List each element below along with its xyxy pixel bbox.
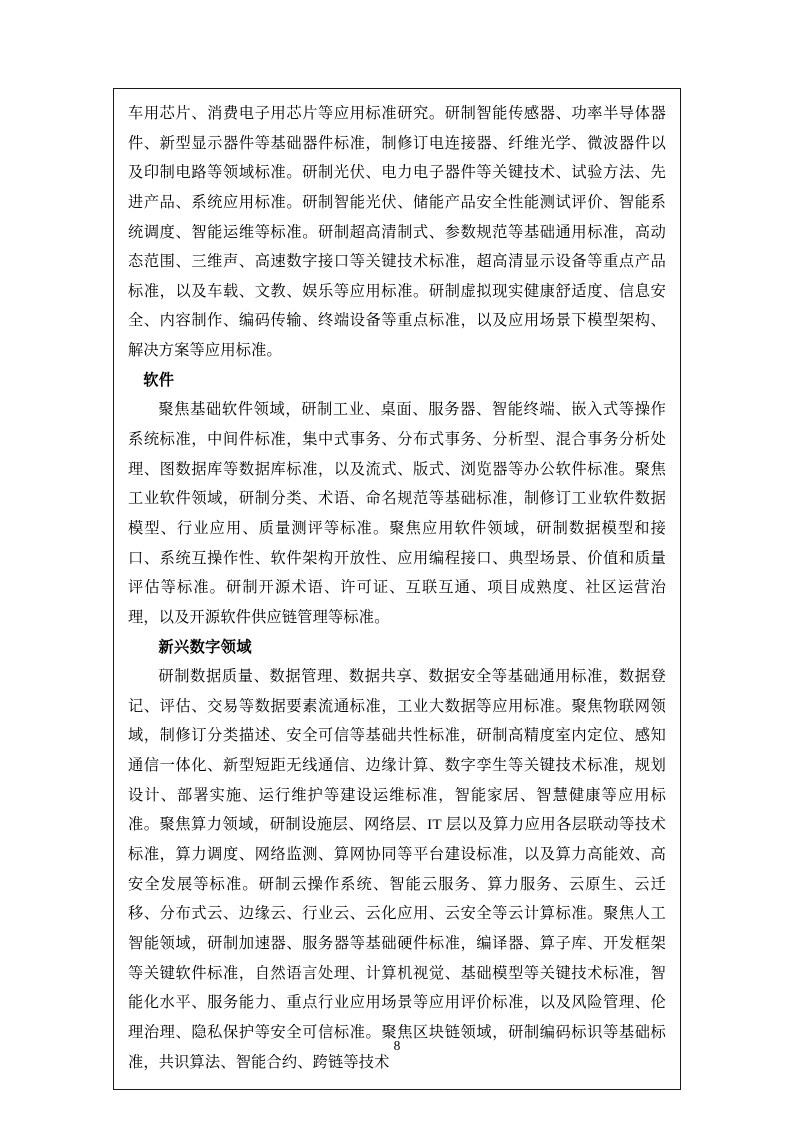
paragraph-software-standards: 聚焦基础软件领域，研制工业、桌面、服务器、智能终端、嵌入式等操作系统标准，中间件标准，集中式事务、分布式事务、分析型、混合事务分析处理、图数据库等数据库标准，以及流式、版式、浏览器等办公软件标准。聚焦工业软件领域，研制分类、术语、命名规范等基础标准，制修订工业软件数据模型、行业应用、质量测评等标准。聚焦应用软件领域，研制数据模型和接口、系统互操作性、软件架构开放性、应用编程接口、典型场景、价值和质量评估等标准。研制开源术语、许可证、互联互通、项目成熟度、社区运营治理，以及开源软件供应链管理等标准。 — [128, 401, 666, 626]
section-heading-emerging-digital: 新兴数字领域 — [158, 638, 252, 656]
paragraph-emerging-digital-standards: 研制数据质量、数据管理、数据共享、数据安全等基础通用标准，数据登记、评估、交易等数据要素流通标准，工业大数据等应用标准。聚焦物联网领域，制修订分类描述、安全可信等基础共性标准，研制高精度室内定位、感知通信一体化、新型短距无线通信、边缘计算、数字孪生等关键技术标准，规划设计、部署实施、运行维护等建设运维标准，智能家居、智慧健康等应用标准。聚焦算力领域，研制设施层、网络层、IT 层以及算力应用各层联动等技术标准，算力调度、网络监测、算网协同等平台建设标准，以及算力高能效、高安全发展等标准。研制云操作系统、智能云服务、算力服务、云原生、云迁移、分布式云、边缘云、行业云、云化应用、云安全等云计算标准。聚焦人工智能领域，研制加速器、服务器等基础硬件标准，编译器、算子库、开发框架等关键软件标准，自然语言处理、计算机视觉、基础模型等关键技术标准，智能化水平、服务能力、重点行业应用场景等应用评价标准，以及风险管理、伦理治理、隐私保护等安全可信标准。聚焦区块链领域，研制编码标识等基础标准，共识算法、智能合约、跨链等技术 — [128, 668, 666, 1071]
page-number: 8 — [393, 1038, 401, 1053]
paragraph-chip-standards: 车用芯片、消费电子用芯片等应用标准研究。研制智能传感器、功率半导体器件、新型显示器件等基础器件标准，制修订电连接器、纤维光学、微波器件以及印制电路等领域标准。研制光伏、电力电子器件等关键技术、试验方法、先进产品、系统应用标准。研制智能光伏、储能产品安全性能测试评价、智能系统调度、智能运维等标准。研制超高清制式、参数规范等基础通用标准，高动态范围、三维声、高速数字接口等关键技术标准，超高清显示设备等重点产品标准，以及车载、文教、娱乐等应用标准。研制虚拟现实健康舒适度、信息安全、内容制作、编码传输、终端设备等重点标准，以及应用场景下模型架构、解决方案等应用标准。 — [128, 105, 666, 360]
document-content-frame — [113, 88, 681, 1090]
section-heading-software: 软件 — [143, 371, 175, 389]
